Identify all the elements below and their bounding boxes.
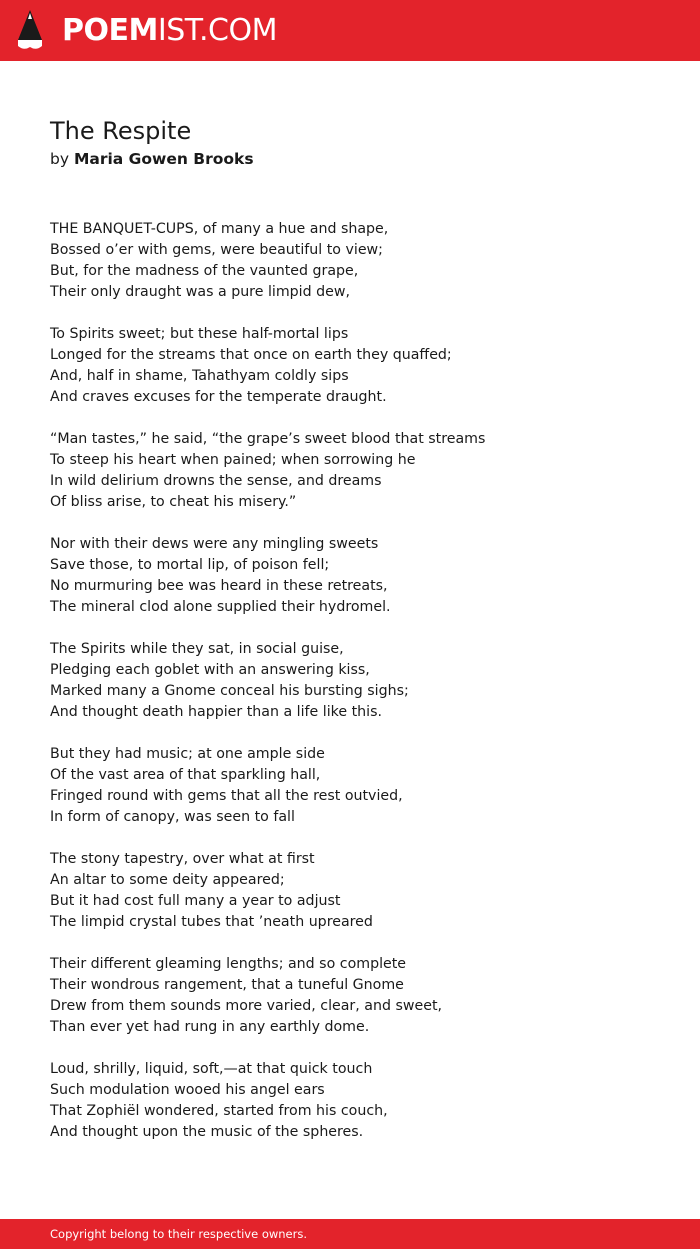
poem-line: But, for the madness of the vaunted grape, bbox=[50, 263, 359, 279]
poem-line: And thought upon the music of the spheres. bbox=[50, 1124, 364, 1140]
poem-line: Their wondrous rangement, that a tuneful Gnome bbox=[50, 977, 404, 993]
poem-line: Pledging each goblet with an answering kiss, bbox=[50, 662, 370, 678]
poem-line: The stony tapestry, over what at first bbox=[50, 851, 315, 867]
pen-nib-icon[interactable] bbox=[18, 10, 42, 51]
poem-line: The limpid crystal tubes that ’neath upreared bbox=[50, 914, 373, 930]
brand-light: IST.COM bbox=[157, 13, 277, 48]
poem-stanza bbox=[50, 744, 670, 828]
poem-line: Such modulation wooed his angel ears bbox=[50, 1082, 325, 1098]
poem-line: Save those, to mortal lip, of poison fell; bbox=[50, 557, 330, 573]
poem-stanza bbox=[50, 954, 670, 1038]
poem-line: Their different gleaming lengths; and so complete bbox=[50, 956, 407, 972]
poem-stanza bbox=[50, 639, 670, 723]
poem-line: Marked many a Gnome conceal his bursting sighs; bbox=[50, 683, 409, 699]
by-label: by bbox=[50, 150, 70, 168]
poem-stanza bbox=[50, 429, 670, 513]
poem-line: The Spirits while they sat, in social guise, bbox=[50, 641, 344, 657]
poem-line: Nor with their dews were any mingling sweets bbox=[50, 536, 379, 552]
site-header bbox=[0, 0, 700, 61]
site-logo[interactable] bbox=[62, 12, 277, 50]
site-footer bbox=[0, 1219, 700, 1249]
poem-line: To Spirits sweet; but these half-mortal lips bbox=[50, 326, 349, 342]
author-name: Maria Gowen Brooks bbox=[73, 150, 254, 168]
byline bbox=[50, 149, 254, 169]
poem-line: In form of canopy, was seen to fall bbox=[50, 809, 295, 825]
poem-line: Drew from them sounds more varied, clear, and sweet, bbox=[50, 998, 443, 1014]
poem-line: Longed for the streams that once on earth they quaffed; bbox=[50, 347, 452, 363]
poem-stanza bbox=[50, 849, 670, 933]
copyright-text: Copyright belong to their respective owners. bbox=[50, 1227, 308, 1241]
poem-line: Of the vast area of that sparkling hall, bbox=[50, 767, 321, 783]
poem-line: That Zophiël wondered, started from his couch, bbox=[50, 1103, 388, 1119]
poem-line: Than ever yet had rung in any earthly dome. bbox=[50, 1019, 370, 1035]
poem-stanza bbox=[50, 324, 670, 408]
poem-line: Their only draught was a pure limpid dew, bbox=[50, 284, 350, 300]
poem-stanza bbox=[50, 219, 670, 303]
poem-title: The Respite bbox=[50, 117, 192, 145]
poem-line: No murmuring bee was heard in these retreats, bbox=[50, 578, 388, 594]
poem-line: “Man tastes,” he said, “the grape’s sweet blood that streams bbox=[50, 431, 486, 447]
poem-stanza bbox=[50, 534, 670, 618]
poem-line: In wild delirium drowns the sense, and dreams bbox=[50, 473, 382, 489]
poem-body bbox=[50, 219, 670, 1164]
poem-line: But they had music; at one ample side bbox=[50, 746, 325, 762]
poem-stanza bbox=[50, 1059, 670, 1143]
poem-line: But it had cost full many a year to adjust bbox=[50, 893, 341, 909]
poem-line: And craves excuses for the temperate draught. bbox=[50, 389, 387, 405]
brand-bold: POEM bbox=[62, 13, 158, 48]
poem-line: And, half in shame, Tahathyam coldly sips bbox=[50, 368, 349, 384]
poem-line: To steep his heart when pained; when sorrowing he bbox=[50, 452, 416, 468]
poem-line: The mineral clod alone supplied their hydromel. bbox=[50, 599, 391, 615]
poem-line: Of bliss arise, to cheat his misery.” bbox=[50, 494, 297, 510]
poem-line: And thought death happier than a life like this. bbox=[50, 704, 383, 720]
poem-line: An altar to some deity appeared; bbox=[50, 872, 285, 888]
poem-line: Fringed round with gems that all the rest outvied, bbox=[50, 788, 403, 804]
poem-line: Bossed o’er with gems, were beautiful to view; bbox=[50, 242, 383, 258]
poem-line: THE BANQUET-CUPS, of many a hue and shape, bbox=[50, 221, 389, 237]
poem-line: Loud, shrilly, liquid, soft,—at that quick touch bbox=[50, 1061, 373, 1077]
